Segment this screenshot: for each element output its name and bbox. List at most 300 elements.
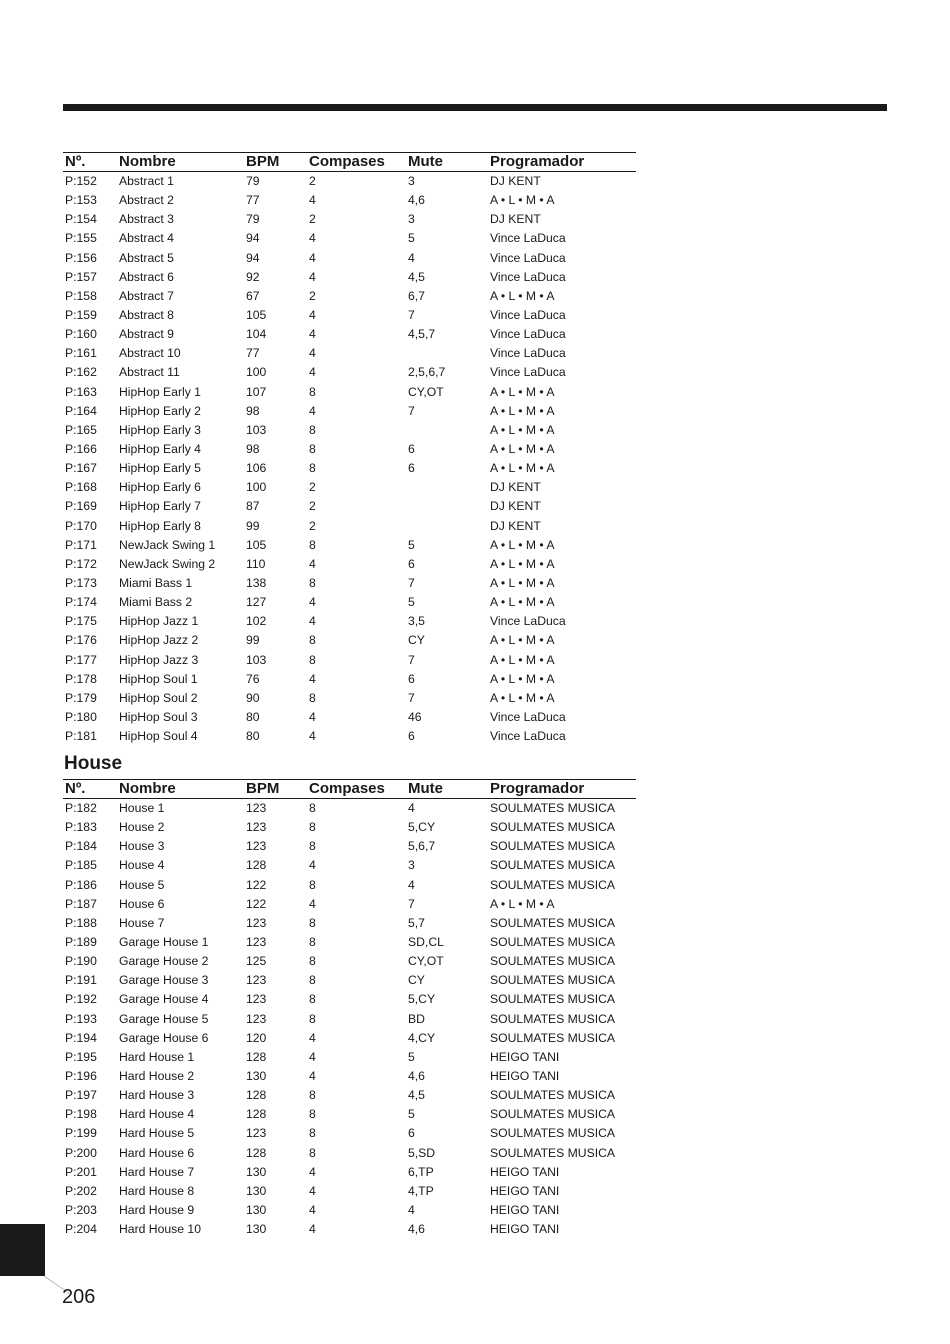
col-header-bars: Compases [309,153,385,170]
col-header-bpm: BPM [246,153,280,170]
cell-programmer: DJ KENT [490,499,541,514]
cell-mute: 7 [408,575,415,590]
table-row [63,287,636,306]
table-row [63,459,636,478]
cell-mute: 6 [408,461,415,476]
cell-bars: 4 [309,1030,316,1045]
cell-bars: 4 [309,269,316,284]
table-row [63,440,636,459]
cell-number: P:176 [65,633,97,648]
cell-number: P:152 [65,174,97,188]
table-row [63,651,636,670]
cell-programmer: A • L • M • A [490,403,555,418]
pattern-table-house [63,779,636,1239]
cell-mute: 4 [408,1202,415,1217]
table-row [63,306,636,325]
cell-bpm: 130 [246,1202,267,1217]
col-header-mute: Mute [408,780,443,797]
cell-bars: 4 [309,614,316,629]
cell-name: Abstract 9 [119,327,174,342]
cell-name: HipHop Soul 1 [119,671,198,686]
table-row [63,383,636,402]
cell-number: P:171 [65,537,97,552]
table-row [63,1010,636,1029]
cell-bpm: 94 [246,231,260,246]
cell-number: P:182 [65,801,97,815]
table-row [63,670,636,689]
cell-mute: 3 [408,858,415,873]
cell-programmer: SOULMATES MUSICA [490,858,616,873]
cell-number: P:160 [65,327,97,342]
table-row [63,933,636,952]
table-row [63,971,636,990]
cell-name: HipHop Early 1 [119,384,201,399]
cell-bpm: 99 [246,518,260,533]
cell-name: Hard House 7 [119,1164,195,1179]
cell-name: HipHop Jazz 2 [119,633,199,648]
cell-bpm: 99 [246,633,260,648]
table-row [63,421,636,440]
cell-programmer: DJ KENT [490,174,541,188]
col-header-programmer: Programador [490,153,585,170]
col-header-number: Nº. [65,780,86,797]
cell-number: P:170 [65,518,97,533]
cell-bars: 8 [309,877,316,892]
cell-bars: 4 [309,403,316,418]
cell-number: P:164 [65,403,97,418]
cell-mute: 6 [408,1126,415,1141]
cell-number: P:158 [65,288,97,303]
table-row [63,1220,636,1239]
cell-bars: 4 [309,307,316,322]
cell-name: HipHop Early 7 [119,499,201,514]
cell-mute: 5 [408,595,415,610]
cell-number: P:155 [65,231,97,246]
cell-bpm: 123 [246,973,267,988]
cell-mute: 4 [408,250,415,265]
cell-mute: 4 [408,877,415,892]
cell-name: Hard House 5 [119,1126,195,1141]
table-body [63,172,636,746]
table-row [63,536,636,555]
cell-bars: 8 [309,461,316,476]
cell-mute: 5,CY [408,992,436,1007]
cell-bars: 4 [309,365,316,380]
cell-programmer: HEIGO TANI [490,1183,560,1198]
cell-bars: 8 [309,954,316,969]
cell-bpm: 103 [246,652,267,667]
table-row [63,799,636,818]
cell-number: P:161 [65,346,97,361]
cell-name: Miami Bass 2 [119,595,193,610]
cell-name: Hard House 4 [119,1107,195,1122]
cell-mute: 5 [408,1049,415,1064]
cell-mute: 6,7 [408,288,425,303]
table-row [63,631,636,650]
cell-mute: 4,5 [408,269,425,284]
table-header [63,779,636,799]
cell-name: Hard House 6 [119,1145,195,1160]
cell-bpm: 123 [246,801,267,815]
cell-mute: 3 [408,174,415,188]
cell-bpm: 123 [246,1011,267,1026]
cell-programmer: SOULMATES MUSICA [490,973,616,988]
cell-bars: 8 [309,633,316,648]
cell-name: HipHop Early 3 [119,422,201,437]
cell-mute: 3,5 [408,614,425,629]
cell-mute: 5,7 [408,915,425,930]
cell-name: Garage House 4 [119,992,209,1007]
table-row [63,1029,636,1048]
cell-mute: 7 [408,690,415,705]
cell-bars: 8 [309,384,316,399]
cell-name: HipHop Jazz 3 [119,652,199,667]
cell-name: HipHop Jazz 1 [119,614,199,629]
cell-number: P:180 [65,709,97,724]
cell-number: P:183 [65,820,97,835]
cell-number: P:197 [65,1088,97,1103]
col-header-mute: Mute [408,153,443,170]
cell-programmer: SOULMATES MUSICA [490,1126,616,1141]
cell-number: P:204 [65,1222,97,1237]
cell-number: P:167 [65,461,97,476]
cell-bars: 8 [309,801,316,815]
cell-programmer: A • L • M • A [490,896,555,911]
cell-bars: 4 [309,193,316,208]
cell-name: Hard House 1 [119,1049,195,1064]
cell-programmer: A • L • M • A [490,575,555,590]
cell-programmer: Vince LaDuca [490,365,566,380]
cell-bars: 8 [309,1145,316,1160]
cell-number: P:201 [65,1164,97,1179]
cell-mute: 4 [408,801,415,815]
cell-programmer: A • L • M • A [490,537,555,552]
cell-programmer: Vince LaDuca [490,307,566,322]
col-header-programmer: Programador [490,780,585,797]
section-title-house: House [64,753,123,774]
cell-bars: 4 [309,709,316,724]
cell-bpm: 92 [246,269,260,284]
cell-bpm: 80 [246,729,260,744]
cell-programmer: SOULMATES MUSICA [490,1145,616,1160]
cell-bars: 8 [309,422,316,437]
table-header [63,152,636,172]
cell-programmer: A • L • M • A [490,288,555,303]
cell-name: House 6 [119,896,165,911]
cell-bpm: 106 [246,461,267,476]
cell-mute: 46 [408,709,422,724]
cell-bars: 4 [309,896,316,911]
cell-bpm: 123 [246,839,267,854]
cell-bpm: 138 [246,575,267,590]
cell-mute: 3 [408,212,415,227]
cell-bars: 4 [309,327,316,342]
cell-mute: 4,6 [408,193,425,208]
col-header-bars: Compases [309,780,385,797]
cell-programmer: A • L • M • A [490,556,555,571]
cell-number: P:199 [65,1126,97,1141]
cell-mute: 6 [408,729,415,744]
cell-bars: 4 [309,595,316,610]
cell-bars: 2 [309,480,316,495]
cell-number: P:168 [65,480,97,495]
cell-bpm: 107 [246,384,267,399]
cell-mute: 5,6,7 [408,839,436,854]
table-row [63,876,636,895]
cell-name: House 3 [119,839,165,854]
table-row [63,837,636,856]
cell-bpm: 127 [246,595,267,610]
cell-programmer: SOULMATES MUSICA [490,1030,616,1045]
cell-name: House 5 [119,877,165,892]
cell-number: P:166 [65,441,97,456]
cell-number: P:162 [65,365,97,380]
cell-bars: 4 [309,1068,316,1083]
cell-name: House 4 [119,858,165,873]
cell-name: Hard House 3 [119,1088,195,1103]
cell-number: P:195 [65,1049,97,1064]
cell-programmer: HEIGO TANI [490,1164,560,1179]
cell-bars: 8 [309,915,316,930]
cell-bpm: 98 [246,403,260,418]
cell-bpm: 87 [246,499,260,514]
cell-bars: 8 [309,441,316,456]
cell-bpm: 79 [246,174,260,188]
cell-mute: CY [408,633,425,648]
cell-bars: 4 [309,858,316,873]
cell-number: P:159 [65,307,97,322]
cell-number: P:156 [65,250,97,265]
table-row [63,191,636,210]
cell-name: Miami Bass 1 [119,575,193,590]
cell-bpm: 123 [246,992,267,1007]
cell-programmer: HEIGO TANI [490,1068,560,1083]
cell-bpm: 104 [246,327,267,342]
cell-name: NewJack Swing 2 [119,556,216,571]
cell-bars: 2 [309,288,316,303]
cell-name: Abstract 2 [119,193,174,208]
cell-bpm: 80 [246,709,260,724]
cell-number: P:179 [65,690,97,705]
cell-programmer: A • L • M • A [490,461,555,476]
cell-mute: CY,OT [408,954,444,969]
cell-bpm: 130 [246,1068,267,1083]
cell-bars: 2 [309,518,316,533]
cell-bars: 2 [309,212,316,227]
cell-name: Garage House 6 [119,1030,209,1045]
cell-bpm: 76 [246,671,260,686]
cell-mute: 5,SD [408,1145,436,1160]
table-row [63,249,636,268]
cell-programmer: HEIGO TANI [490,1049,560,1064]
cell-programmer: A • L • M • A [490,441,555,456]
cell-bars: 8 [309,1011,316,1026]
table-row [63,727,636,746]
table-row [63,402,636,421]
cell-name: Hard House 9 [119,1202,195,1217]
cell-programmer: Vince LaDuca [490,269,566,284]
cell-number: P:191 [65,973,97,988]
cell-name: Hard House 2 [119,1068,195,1083]
cell-name: Garage House 3 [119,973,209,988]
cell-programmer: SOULMATES MUSICA [490,1088,616,1103]
cell-bars: 4 [309,1183,316,1198]
page-number: 206 [62,1286,96,1308]
cell-number: P:154 [65,212,97,227]
cell-bpm: 130 [246,1183,267,1198]
cell-bpm: 79 [246,212,260,227]
cell-bpm: 94 [246,250,260,265]
cell-bpm: 130 [246,1164,267,1179]
table-row [63,612,636,631]
cell-bpm: 128 [246,1049,267,1064]
col-header-number: Nº. [65,153,86,170]
cell-number: P:173 [65,575,97,590]
cell-name: Garage House 5 [119,1011,209,1026]
cell-name: Abstract 10 [119,346,181,361]
cell-name: HipHop Soul 4 [119,729,198,744]
cell-programmer: A • L • M • A [490,652,555,667]
cell-mute: 2,5,6,7 [408,365,446,380]
cell-number: P:181 [65,729,97,744]
cell-bars: 2 [309,499,316,514]
cell-programmer: SOULMATES MUSICA [490,915,616,930]
cell-bpm: 103 [246,422,267,437]
cell-number: P:175 [65,614,97,629]
cell-number: P:190 [65,954,97,969]
cell-number: P:169 [65,499,97,514]
cell-programmer: SOULMATES MUSICA [490,934,616,949]
table-row [63,708,636,727]
table-row [63,574,636,593]
cell-number: P:194 [65,1030,97,1045]
cell-bpm: 120 [246,1030,267,1045]
cell-bpm: 110 [246,556,266,571]
cell-mute: 7 [408,403,415,418]
cell-number: P:172 [65,556,97,571]
table-row [63,172,636,191]
page-tab-marker [0,1224,45,1276]
cell-number: P:187 [65,896,97,911]
cell-name: Abstract 1 [119,174,174,188]
table-row [63,914,636,933]
table-row [63,818,636,837]
cell-mute: 5 [408,1107,415,1122]
cell-number: P:157 [65,269,97,284]
cell-programmer: SOULMATES MUSICA [490,1107,616,1122]
table-row [63,325,636,344]
table-row [63,478,636,497]
cell-mute: 7 [408,652,415,667]
table-row [63,1201,636,1220]
table-row [63,1163,636,1182]
cell-bars: 8 [309,690,316,705]
cell-programmer: A • L • M • A [490,671,555,686]
cell-bars: 4 [309,1222,316,1237]
cell-bars: 8 [309,934,316,949]
cell-name: House 2 [119,820,165,835]
cell-name: Abstract 8 [119,307,174,322]
cell-mute: CY,OT [408,384,444,399]
cell-name: Abstract 11 [119,365,180,380]
table-row [63,593,636,612]
cell-programmer: SOULMATES MUSICA [490,992,616,1007]
cell-bpm: 122 [246,877,267,892]
cell-bars: 8 [309,575,316,590]
cell-number: P:163 [65,384,97,399]
cell-programmer: DJ KENT [490,212,541,227]
table-row [63,856,636,875]
cell-bars: 8 [309,839,316,854]
cell-bars: 4 [309,1164,316,1179]
table-row [63,1182,636,1201]
cell-mute: 4,5,7 [408,327,436,342]
cell-programmer: Vince LaDuca [490,614,566,629]
cell-programmer: SOULMATES MUSICA [490,820,616,835]
cell-programmer: DJ KENT [490,518,541,533]
pattern-table-hiphop [63,152,636,746]
cell-mute: 4,TP [408,1183,434,1198]
cell-mute: 7 [408,307,415,322]
cell-bpm: 123 [246,820,267,835]
cell-programmer: A • L • M • A [490,690,555,705]
cell-programmer: DJ KENT [490,480,541,495]
cell-number: P:196 [65,1068,97,1083]
cell-programmer: Vince LaDuca [490,231,566,246]
cell-bars: 2 [309,174,316,188]
cell-bpm: 125 [246,954,267,969]
col-header-name: Nombre [119,153,176,170]
cell-mute: BD [408,1011,425,1026]
cell-number: P:178 [65,671,97,686]
cell-programmer: Vince LaDuca [490,250,566,265]
cell-programmer: HEIGO TANI [490,1202,560,1217]
cell-programmer: Vince LaDuca [490,346,566,361]
cell-number: P:203 [65,1202,97,1217]
cell-bars: 4 [309,231,316,246]
cell-mute: 6 [408,441,415,456]
cell-number: P:188 [65,915,97,930]
cell-mute: 5,CY [408,820,436,835]
table-body [63,799,636,1239]
table-row [63,1124,636,1143]
cell-mute: CY [408,973,425,988]
col-header-name: Nombre [119,780,176,797]
cell-bars: 8 [309,992,316,1007]
table-row [63,497,636,516]
cell-name: HipHop Early 2 [119,403,201,418]
table-row [63,268,636,287]
cell-bars: 8 [309,820,316,835]
cell-name: House 1 [119,801,165,815]
table-row [63,363,636,382]
cell-mute: 6,TP [408,1164,434,1179]
cell-name: Hard House 10 [119,1222,201,1237]
table-row [63,1048,636,1067]
cell-programmer: A • L • M • A [490,193,555,208]
top-rule [63,104,887,111]
cell-programmer: Vince LaDuca [490,709,566,724]
cell-bars: 8 [309,537,316,552]
table-row [63,689,636,708]
cell-bpm: 100 [246,480,267,495]
cell-programmer: A • L • M • A [490,422,555,437]
table-row [63,517,636,536]
cell-bpm: 90 [246,690,260,705]
col-header-bpm: BPM [246,780,280,797]
table-row [63,210,636,229]
cell-name: HipHop Soul 3 [119,709,198,724]
